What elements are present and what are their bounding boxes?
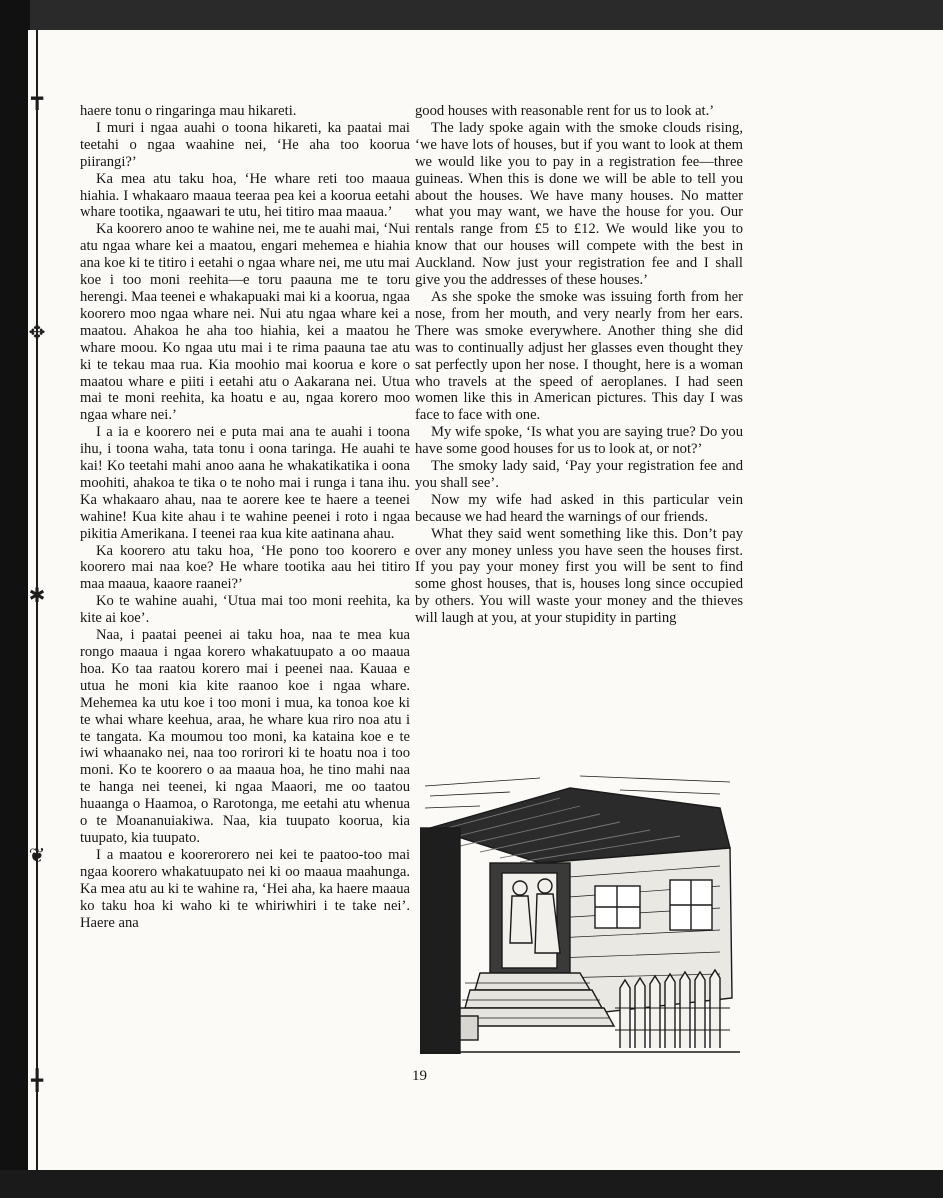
paragraph: Ka koorero anoo te wahine nei, me te auahi mai, ‘Nui atu ngaa whare kei a maatou, engari mehemea e hiahia ana koe ki te titiro i eetahi o ngaa whare nei, me utu mai koe i too moni reehita—e toru paauna me te toru herengi. Maa teenei e whakapuaki mai ki a koorua, ngaa koorero moo ngaa whare nei. Nui atu ngaa whare kei a maatou. Ahakoa he aha too hiahia, kei a maatou he whare moou. Ko ngaa utu mai i te rima paauna tae atu ki te tekau maa rua. Kia moohio mai koorua e kore o maatou whare e piiti i eetahi atu o Aakarana nei. Utua mai te moni reehita, ka hoatu e au, ngaa korero moo ngaa whare nei.’: [80, 221, 410, 424]
margin-ornament-icon: ✥: [28, 322, 46, 344]
paragraph: I a ia e koorero nei e puta mai ana te auahi i toona ihu, i toona waha, tata tonu i oona taringa. He auahi te kai! Ko teetahi mahi anoo aana he whakatikatika i oona moohiti, ahakoa te tika o te noho mai i runga i tana ihu. Ka whakaaro ahau, naa te aorere kee te haere a teenei wahine! Kua kite ahau i te wahine peenei i roto i ngaa pikitia Amerikana. I teenei raa kua kite aatinana ahau.: [80, 424, 410, 542]
house-illustration: [420, 768, 740, 1054]
margin-ornament-icon: ╋: [30, 1070, 44, 1092]
paragraph: I muri i ngaa auahi o toona hikareti, ka paatai mai teetahi o ngaa waahine nei, ‘He aha too koorua piirangi?’: [80, 119, 410, 170]
english-text-column: [415, 103, 743, 627]
paragraph: haere tonu o ringaringa mau hikareti.: [80, 103, 297, 119]
paragraph: Ko te wahine auahi, ‘Utua mai too moni reehita, ka kite ai koe’.: [80, 593, 410, 627]
page-number: 19: [412, 1068, 427, 1084]
paragraph: The lady spoke again with the smoke clouds rising, ‘we have lots of houses, but if you want to look at them we would like you to pay in a registration fee—three guineas. When this is done we will be able to tell you about the houses. We have many houses. No matter what you may want, we have the house for you. Our rentals range from £5 to £12. We would like you to know that our houses will compete with the best in Auckland. Now just your registration fee and I shall give you the addresses of these houses.’: [415, 119, 743, 289]
paragraph: Now my wife had asked in this particular vein because we had heard the warnings of our friends.: [415, 491, 743, 525]
margin-ornament-icon: ❦: [28, 845, 46, 867]
scan-bottom-edge: [0, 1170, 943, 1198]
paragraph: My wife spoke, ‘Is what you are saying true? Do you have some good houses for us to look at, or not?’: [415, 424, 743, 458]
margin-ornament-icon: ┳: [30, 88, 44, 110]
paragraph: Ka mea atu taku hoa, ‘He whare reti too maaua hiahia. I whakaaro maaua teeraa pea kei a koorua eetahi whare tootika, ngaawari te utu, hei titiro maa maaua.’: [80, 170, 410, 221]
margin-ornament-icon: ✱: [28, 585, 46, 607]
paragraph: good houses with reasonable rent for us to look at.’: [415, 103, 715, 119]
paragraph: What they said went something like this. Don’t pay over any money unless you have seen the houses first. If you pay your money first you will be sent to find some ghost houses, that is, houses long since occupied by others. You will waste your money and the thieves will laugh at you, at your stupidity in parting: [415, 525, 743, 627]
paragraph: I a maatou e koorerorero nei kei te paatoo-too mai ngaa koorero whakatuupato nei ki oo maaua maahunga. Ka mea atu au ki te wahine ra, ‘Hei aha, ka haere maaua ko taku hoa ki waho ki te whiriwhiri i te take nei’. Haere ana: [80, 846, 410, 931]
paragraph: As she spoke the smoke was issuing forth from her nose, from her mouth, and very nearly from her ears. There was smoke everywhere. Another thing she did was to continually adjust her glasses even thought they sat perfectly upon her nose. I thought, here is a woman who travels at the speed of aeroplanes. I had seen women like this in American pictures. This day I was face to face with one.: [415, 288, 743, 424]
maori-text-column: [80, 103, 410, 931]
paragraph: Naa, i paatai peenei ai taku hoa, naa te mea kua rongo maaua i ngaa korero whakatuupato a oo maaua hoa. Ko taa raatou korero mai i peenei naa. Kauaa e utua he moni kia kite raanoo koe i ngaa whare. Mehemea ka utu koe i too moni i mua, ka tonoa koe ki te whai whare keehua, araa, he whare kua riro noa atu i te tangata. Ka moumou too moni, ka kataina koe e te iwi whaanako nei, naa too rorirori ki te hoatu noa i too moni. Ko te koorero o aa maaua hoa, he tino mahi naa te hanga nei teenei, ki ngaa Maaori, me oo taatou huaanga o Haamoa, o Rarotonga, me eetahi atu whenua o te Moananuiakiwa. Naa, kia tuupato koorua, kia tuupato, kia tuupato.: [80, 627, 410, 846]
paragraph: The smoky lady said, ‘Pay your registration fee and you shall see’.: [415, 458, 743, 491]
paragraph: Ka koorero atu taku hoa, ‘He pono too koorero e koorero mai naa koe? He whare tootika aau hei titiro maa maaua, kaaore raanei?’: [80, 542, 410, 593]
